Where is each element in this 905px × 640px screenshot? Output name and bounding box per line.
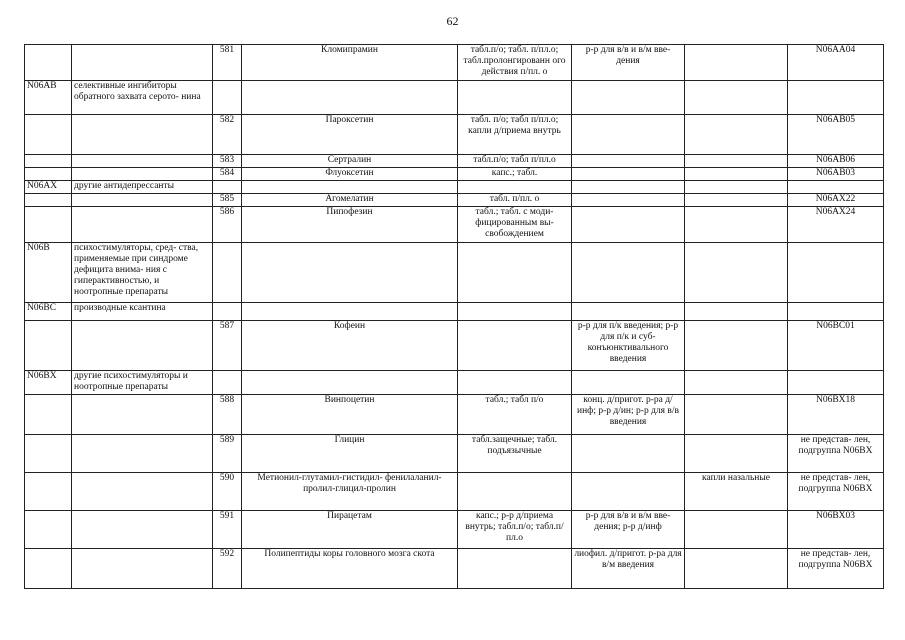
cell-text: 589 — [219, 435, 235, 445]
cell-text: психостимуляторы, сред- ства, применяемые при синдроме дефицита внима- ния с гиперактивностью, и ноотропные препараты — [74, 243, 199, 297]
cell-other — [685, 395, 788, 435]
cell-name — [242, 155, 458, 168]
cell-inj — [572, 155, 685, 168]
cell-code — [25, 243, 72, 303]
cell-other — [685, 473, 788, 511]
cell-inj — [572, 181, 685, 194]
cell-atx — [788, 207, 884, 243]
cell-num — [213, 155, 242, 168]
cell-text: табл.п/о; табл п/пл.о — [473, 155, 556, 165]
cell-group — [72, 155, 213, 168]
cell-code — [25, 81, 72, 115]
table-row — [25, 243, 884, 303]
cell-text: Кофеин — [333, 321, 366, 331]
cell-group — [72, 194, 213, 207]
cell-text: р-р для п/к введения; р-р для п/к и суб- конъюнктивального введения — [577, 321, 679, 364]
cell-code — [25, 395, 72, 435]
cell-atx — [788, 435, 884, 473]
cell-atx — [788, 243, 884, 303]
cell-group — [72, 207, 213, 243]
cell-group — [72, 243, 213, 303]
cell-group — [72, 549, 213, 589]
cell-group — [72, 81, 213, 115]
cell-text: Пипофезин — [326, 207, 373, 217]
cell-atx — [788, 549, 884, 589]
cell-other — [685, 45, 788, 81]
cell-text: 585 — [219, 194, 235, 204]
cell-text: 592 — [219, 549, 235, 559]
cell-other — [685, 115, 788, 155]
cell-text: табл.; табл п/о — [485, 395, 544, 405]
cell-group — [72, 473, 213, 511]
table-row — [25, 511, 884, 549]
cell-text: другие психостимуляторы и ноотропные препараты — [74, 371, 188, 392]
cell-inj — [572, 371, 685, 395]
cell-code — [25, 181, 72, 194]
cell-num — [213, 207, 242, 243]
cell-code — [25, 371, 72, 395]
cell-name — [242, 371, 458, 395]
cell-name — [242, 435, 458, 473]
cell-name — [242, 181, 458, 194]
cell-name — [242, 81, 458, 115]
table-row — [25, 549, 884, 589]
cell-group — [72, 303, 213, 321]
cell-text: Пароксетин — [325, 115, 374, 125]
cell-code — [25, 321, 72, 371]
cell-name — [242, 243, 458, 303]
cell-name — [242, 549, 458, 589]
table-row — [25, 155, 884, 168]
cell-num — [213, 371, 242, 395]
cell-code — [25, 435, 72, 473]
cell-text: селективные ингибиторы обратного захвата серото- нина — [74, 81, 201, 102]
cell-code — [25, 207, 72, 243]
page-number: 62 — [446, 14, 459, 28]
cell-code — [25, 115, 72, 155]
cell-num — [213, 511, 242, 549]
cell-text: N06AX22 — [815, 194, 856, 204]
cell-oral — [458, 395, 572, 435]
cell-text: Сертралин — [327, 155, 372, 165]
table-row — [25, 303, 884, 321]
cell-atx — [788, 181, 884, 194]
cell-text: N06AA04 — [815, 45, 856, 55]
cell-code — [25, 303, 72, 321]
cell-group — [72, 511, 213, 549]
cell-inj — [572, 321, 685, 371]
cell-oral — [458, 168, 572, 181]
cell-other — [685, 243, 788, 303]
cell-code — [25, 511, 72, 549]
cell-num — [213, 473, 242, 511]
cell-text: 588 — [219, 395, 235, 405]
cell-inj — [572, 194, 685, 207]
cell-text: N06BX18 — [815, 395, 856, 405]
cell-num — [213, 395, 242, 435]
table-row — [25, 435, 884, 473]
cell-oral — [458, 473, 572, 511]
cell-inj — [572, 45, 685, 81]
cell-other — [685, 321, 788, 371]
table-row — [25, 473, 884, 511]
table-row — [25, 395, 884, 435]
cell-text: конц. д/пригот. р-ра д/инф; р-р д/ин; р-р для в/в введения — [577, 395, 679, 427]
cell-other — [685, 81, 788, 115]
cell-text: р-р для в/в и в/м вве- дения; р-р д/инф — [585, 511, 671, 532]
cell-code — [25, 45, 72, 81]
table-body — [25, 45, 884, 589]
cell-num — [213, 194, 242, 207]
cell-inj — [572, 168, 685, 181]
cell-other — [685, 303, 788, 321]
cell-text: 591 — [219, 511, 235, 521]
cell-code — [25, 168, 72, 181]
cell-num — [213, 243, 242, 303]
cell-text: капс.; табл. — [491, 168, 538, 178]
cell-inj — [572, 473, 685, 511]
cell-code — [25, 155, 72, 168]
table-row — [25, 321, 884, 371]
cell-inj — [572, 395, 685, 435]
cell-oral — [458, 45, 572, 81]
cell-inj — [572, 549, 685, 589]
cell-num — [213, 321, 242, 371]
table-row — [25, 45, 884, 81]
cell-other — [685, 435, 788, 473]
cell-code — [25, 473, 72, 511]
cell-text: Агомелатин — [325, 194, 374, 204]
cell-inj — [572, 303, 685, 321]
cell-text: табл.защечные; табл. подъязычные — [471, 435, 558, 456]
cell-text: лиофил. д/пригот. р-ра для в/м введения — [574, 549, 682, 570]
cell-other — [685, 181, 788, 194]
cell-text: 586 — [219, 207, 235, 217]
cell-code — [25, 549, 72, 589]
table-row — [25, 207, 884, 243]
cell-oral — [458, 321, 572, 371]
cell-text: табл.п/о; табл. п/пл.о; табл.пролонгированн ого действия п/пл. о — [463, 45, 566, 77]
cell-atx — [788, 473, 884, 511]
cell-atx — [788, 371, 884, 395]
cell-text: не представ- лен, подгруппа N06BX — [798, 435, 873, 456]
cell-text: N06AB03 — [815, 168, 856, 178]
cell-text: не представ- лен, подгруппа N06BX — [798, 473, 873, 494]
cell-other — [685, 371, 788, 395]
cell-group — [72, 45, 213, 81]
cell-text: 581 — [219, 45, 235, 55]
cell-inj — [572, 81, 685, 115]
table-row — [25, 168, 884, 181]
cell-text: Кломипрамин — [321, 45, 378, 55]
cell-text: 583 — [219, 155, 235, 165]
cell-group — [72, 435, 213, 473]
cell-text: N06BC — [27, 303, 57, 313]
cell-num — [213, 45, 242, 81]
cell-group — [72, 395, 213, 435]
cell-text: N06B — [27, 243, 50, 253]
cell-text: 582 — [219, 115, 235, 125]
cell-text: Пирацетам — [327, 511, 372, 521]
cell-other — [685, 511, 788, 549]
cell-inj — [572, 115, 685, 155]
cell-text: Глицин — [334, 435, 365, 445]
cell-inj — [572, 243, 685, 303]
cell-text: Полипептиды коры головного мозга скота — [264, 549, 435, 559]
cell-atx — [788, 45, 884, 81]
cell-text: капли назальные — [702, 473, 770, 483]
cell-group — [72, 181, 213, 194]
cell-name — [242, 194, 458, 207]
cell-text: 584 — [219, 168, 235, 178]
cell-text: N06AX24 — [815, 207, 856, 217]
cell-text: капс.; р-р д/приема внутрь; табл.п/о; табл.п/пл.о — [465, 511, 564, 543]
cell-atx — [788, 194, 884, 207]
cell-text: р-р для в/в и в/м вве- дения — [585, 45, 671, 66]
cell-code — [25, 194, 72, 207]
cell-atx — [788, 303, 884, 321]
table-row — [25, 181, 884, 194]
cell-text: N06BX — [27, 371, 57, 381]
cell-oral — [458, 181, 572, 194]
cell-text: N06AB06 — [815, 155, 856, 165]
cell-oral — [458, 549, 572, 589]
cell-text: N06BC01 — [816, 321, 855, 331]
cell-other — [685, 194, 788, 207]
cell-oral — [458, 207, 572, 243]
cell-inj — [572, 435, 685, 473]
cell-text: Винпоцетин — [324, 395, 375, 405]
cell-name — [242, 321, 458, 371]
cell-atx — [788, 115, 884, 155]
cell-text: Флуоксетин — [325, 168, 374, 178]
cell-text: табл.; табл. с моди- фицированным вы- свобождением — [475, 207, 554, 239]
cell-oral — [458, 435, 572, 473]
cell-text: 590 — [219, 473, 235, 483]
cell-name — [242, 395, 458, 435]
cell-group — [72, 321, 213, 371]
cell-oral — [458, 155, 572, 168]
cell-text: N06AB05 — [815, 115, 856, 125]
cell-num — [213, 81, 242, 115]
cell-name — [242, 207, 458, 243]
cell-other — [685, 207, 788, 243]
cell-atx — [788, 81, 884, 115]
cell-oral — [458, 511, 572, 549]
cell-text: N06BX03 — [815, 511, 856, 521]
cell-inj — [572, 207, 685, 243]
cell-text: производные ксантина — [74, 303, 166, 313]
cell-name — [242, 45, 458, 81]
table-row — [25, 194, 884, 207]
cell-group — [72, 371, 213, 395]
cell-inj — [572, 511, 685, 549]
cell-other — [685, 549, 788, 589]
cell-oral — [458, 303, 572, 321]
cell-text: табл. п/пл. о — [489, 194, 540, 204]
cell-atx — [788, 511, 884, 549]
cell-text: другие антидепрессанты — [74, 181, 175, 191]
cell-name — [242, 303, 458, 321]
cell-group — [72, 168, 213, 181]
cell-num — [213, 549, 242, 589]
cell-text: не представ- лен, подгруппа N06BX — [798, 549, 873, 570]
cell-text: N06AB — [27, 81, 57, 91]
cell-text: 587 — [219, 321, 235, 331]
cell-atx — [788, 168, 884, 181]
cell-text: N06AX — [27, 181, 58, 191]
cell-oral — [458, 194, 572, 207]
cell-name — [242, 473, 458, 511]
cell-num — [213, 115, 242, 155]
cell-atx — [788, 395, 884, 435]
cell-oral — [458, 371, 572, 395]
cell-num — [213, 303, 242, 321]
cell-name — [242, 115, 458, 155]
cell-other — [685, 168, 788, 181]
drug-registry-table — [24, 44, 884, 589]
cell-oral — [458, 81, 572, 115]
table-row — [25, 371, 884, 395]
cell-group — [72, 115, 213, 155]
table-row — [25, 81, 884, 115]
cell-atx — [788, 155, 884, 168]
cell-oral — [458, 243, 572, 303]
cell-name — [242, 168, 458, 181]
cell-oral — [458, 115, 572, 155]
table-row — [25, 115, 884, 155]
cell-num — [213, 168, 242, 181]
cell-name — [242, 511, 458, 549]
cell-other — [685, 155, 788, 168]
cell-atx — [788, 321, 884, 371]
cell-num — [213, 181, 242, 194]
cell-text: Метионил-глутамил-гистидил- фенилаланил-пролил-глицил-пролин — [257, 473, 442, 494]
cell-num — [213, 435, 242, 473]
cell-text: табл. п/о; табл п/пл.о; капли д/приема внутрь — [468, 115, 561, 136]
